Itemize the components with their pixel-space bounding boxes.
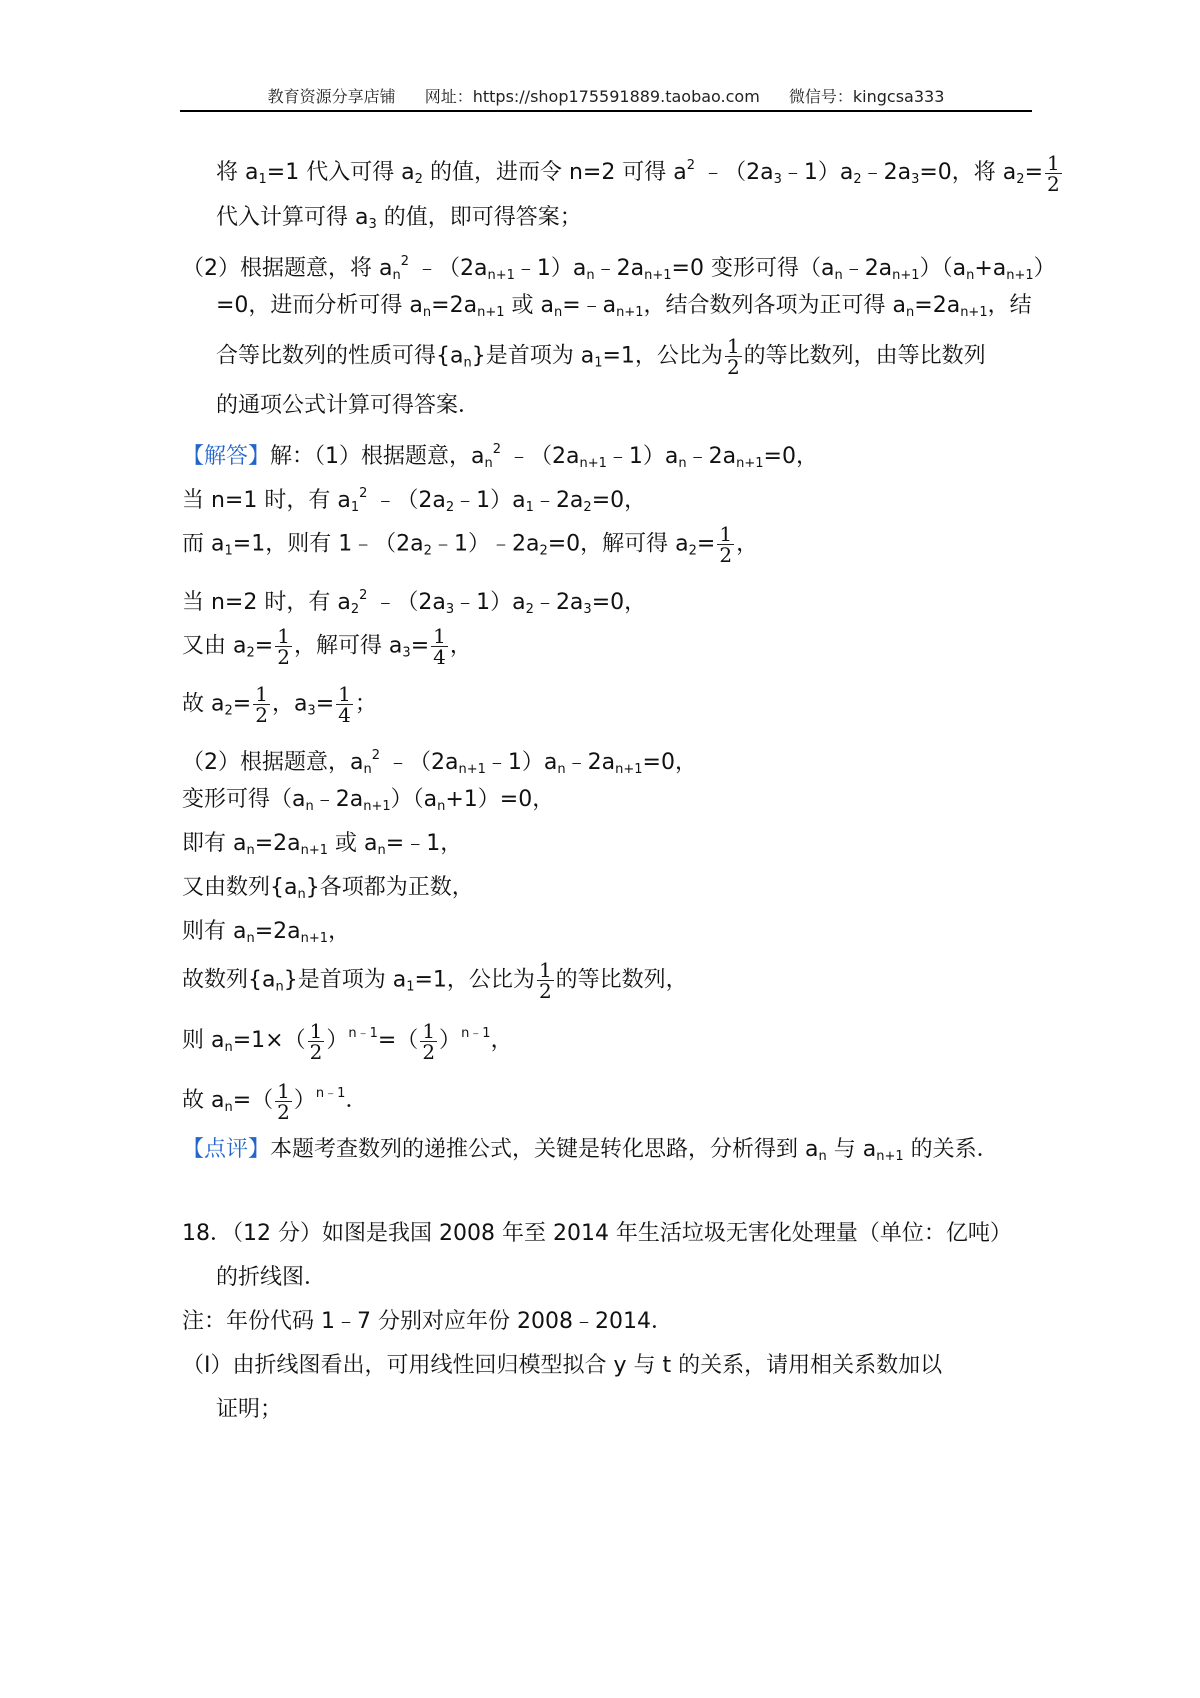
- text-line: 将 $a_1=1$ 代入可得 $a_2$ 的值，进而令 n=2 可得 $a^2$ $﹣(2a_3﹣1)a_2﹣2a_3=0$，将 $a_2=$ $\frac{1}{2}$: [216, 150, 1060, 196]
- note-line: 注：年份代码 1﹣7 分别对应年份 2008﹣2014．: [182, 1309, 673, 1334]
- text-line: 变形可得$(a_n﹣2a_{n+1})(a_n+1)=0$，: [182, 787, 555, 814]
- text-line: 证明；: [216, 1397, 283, 1422]
- page-header: [180, 84, 1032, 107]
- fraction: $\frac{1}{2}$: [719, 522, 733, 567]
- fraction: $\frac{1}{2}$: [538, 958, 552, 1003]
- fraction: $\frac{1}{2}$: [277, 624, 290, 669]
- text-line: 当 n=1 时，有 $a_1^2$ $﹣(2a_2﹣1)a_1﹣2a_2=0$，: [182, 486, 647, 515]
- text-line: 则有 $a_n=2a_{n+1}$，: [182, 919, 351, 946]
- fraction: $\frac{1}{2}$: [277, 1078, 290, 1124]
- fraction: $\frac{1}{2}$: [309, 1018, 323, 1064]
- text-line: （2）根据题意，将 $a_n^2$ $﹣(2a_{n+1}﹣1)a_n﹣2a_{n+1}=0$ 变形可得$(a_n﹣2a_{n+1})(a_n+a_{n+1})$: [182, 254, 1056, 283]
- fraction: $\frac{1}{2}$: [726, 334, 740, 379]
- text-line: =0，进而分析可得 $a_n=2a_{n+1}$ 或 $a_n=﹣a_{n+1}$，结合数列各项为正可得 $a_n=2a_{n+1}$，结: [216, 293, 1032, 320]
- text-line: 故 $a_2=$ $\frac{1}{2}$ ，$a_3=$ $\frac{1}{4}$ ；: [182, 682, 377, 727]
- text-line: 则 $a_n=1\times$（ $\frac{1}{2}$ ）$^{n﹣1}$=（ $\frac{1}{2}$ ）$^{n﹣1}$，: [182, 1018, 513, 1064]
- header-url: 网址：https://shop175591889.taobao.com: [424, 87, 760, 106]
- header-rule: [180, 110, 1032, 112]
- fraction: $\frac{1}{2}$: [1047, 150, 1060, 196]
- text-line: 即有 $a_n=2a_{n+1}$ 或 $a_n=﹣1$，: [182, 831, 463, 858]
- text-line: 又由数列$\{a_n\}$各项都为正数，: [182, 875, 474, 902]
- text-line: 的折线图．: [216, 1265, 327, 1290]
- text-line: 而 $a_1=1$，则有 $1﹣(2a_2﹣1)﹣2a_2=0$，解可得 $a_2=$ $\frac{1}{2}$ ，: [182, 522, 759, 567]
- answer-label: 【解答】: [182, 444, 271, 469]
- comment-line: 【点评】本题考查数列的递推公式，关键是转化思路，分析得到 $a_n$ 与 $a_{n+1}$ 的关系．: [182, 1137, 999, 1164]
- question-title: 18．（12 分）如图是我国 2008 年至 2014 年生活垃圾无害化处理量（单位：亿吨）: [182, 1221, 1012, 1246]
- text-line: 当 n=2 时，有 $a_2^2$ $﹣(2a_3﹣1)a_2﹣2a_3=0$，: [182, 588, 647, 617]
- text-line: 的通项公式计算可得答案．: [216, 393, 481, 418]
- text-line: （2）根据题意，$a_n^2$ $﹣(2a_{n+1}﹣1)a_n﹣2a_{n+1}=0$，: [182, 748, 697, 777]
- text-line: （Ⅰ）由折线图看出，可用线性回归模型拟合 y 与 t 的关系，请用相关系数加以: [182, 1353, 943, 1378]
- fraction: $\frac{1}{2}$: [255, 682, 268, 727]
- fraction: $\frac{1}{2}$: [422, 1018, 436, 1064]
- text-line: 代入计算可得 $a_3$ 的值，即可得答案；: [216, 205, 582, 232]
- fraction: $\frac{1}{4}$: [433, 624, 446, 669]
- text-line: 合等比数列的性质可得$\{a_n\}$是首项为 $a_1=1$，公比为 $\frac{1}{2}$ 的等比数列，由等比数列: [216, 334, 986, 379]
- comment-label: 【点评】: [182, 1137, 271, 1162]
- fraction: $\frac{1}{4}$: [338, 682, 351, 727]
- answer-line: 【解答】解：（1）根据题意，$a_n^2$ $﹣(2a_{n+1}﹣1)a_n﹣2a_{n+1}=0$，: [182, 442, 818, 471]
- header-wechat: 微信号：kingcsa333: [788, 87, 945, 106]
- text-line: 故 $a_n=$（ $\frac{1}{2}$ ）$^{n﹣1}$．: [182, 1078, 368, 1124]
- header-shop: 教育资源分享店铺: [267, 87, 396, 106]
- text-line: 故数列$\{a_n\}$是首项为 $a_1=1$，公比为 $\frac{1}{2}$ 的等比数列，: [182, 958, 688, 1003]
- text-line: 又由 $a_2=$ $\frac{1}{2}$ ，解可得 $a_3=$ $\frac{1}{4}$ ，: [182, 624, 472, 669]
